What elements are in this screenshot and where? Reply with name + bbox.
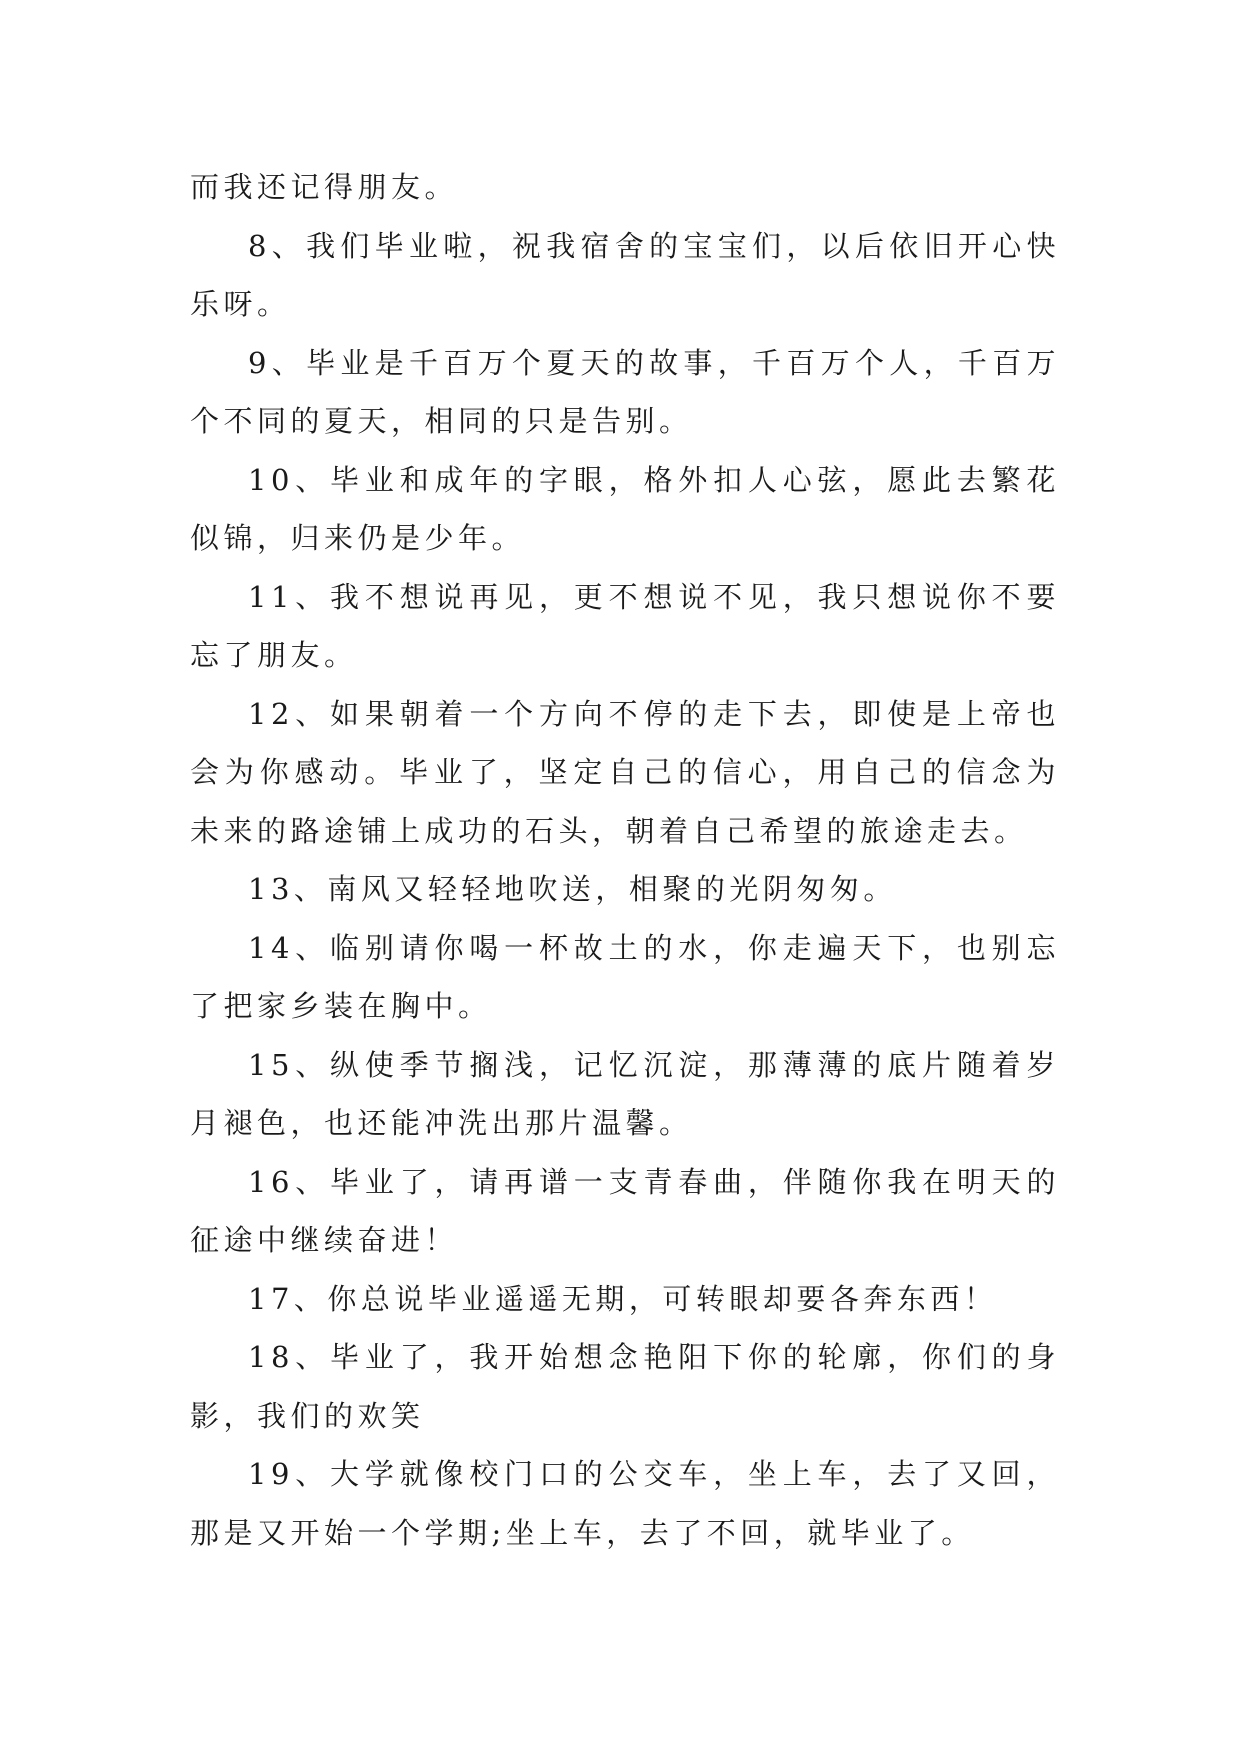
paragraph-item-13: 13、南风又轻轻地吹送，相聚的光阴匆匆。	[248, 872, 897, 906]
paragraph-item-15: 15、纵使季节搁浅，记忆沉淀，那薄薄的底片随着岁月褪色，也还能冲洗出那片温馨。	[190, 1047, 1060, 1140]
paragraph-item-9: 9、毕业是千百万个夏天的故事，千百万个人，千百万个不同的夏天，相同的只是告别。	[190, 345, 1060, 438]
paragraph-item-18: 18、毕业了，我开始想念艳阳下你的轮廓，你们的身影，我们的欢笑	[190, 1340, 1060, 1433]
paragraph-item-12: 12、如果朝着一个方向不停的走下去，即使是上帝也会为你感动。毕业了，坚定自己的信心，用自己的信念为未来的路途铺上成功的石头，朝着自己希望的旅途走去。	[190, 696, 1060, 848]
paragraph-item-8: 8、我们毕业啦，祝我宿舍的宝宝们，以后依旧开心快乐呀。	[190, 228, 1060, 321]
paragraph-item-16: 16、毕业了，请再谱一支青春曲，伴随你我在明天的征途中继续奋进！	[190, 1164, 1060, 1257]
paragraph-item-17: 17、你总说毕业遥遥无期，可转眼却要各奔东西！	[248, 1281, 998, 1316]
paragraph-item-11: 11、我不想说再见，更不想说不见，我只想说你不要忘了朋友。	[190, 579, 1060, 672]
paragraph-item-10: 10、毕业和成年的字眼，格外扣人心弦，愿此去繁花似锦，归来仍是少年。	[190, 462, 1060, 555]
paragraph-item-19: 19、大学就像校门口的公交车，坐上车，去了又回，那是又开始一个学期;坐上车，去了不回，就毕业了。	[190, 1457, 1060, 1550]
paragraph-continuation: 而我还记得朋友。	[190, 170, 459, 204]
document-body	[190, 158, 1060, 1562]
paragraph-item-14: 14、临别请你喝一杯故土的水，你走遍天下，也别忘了把家乡装在胸中。	[190, 930, 1060, 1023]
